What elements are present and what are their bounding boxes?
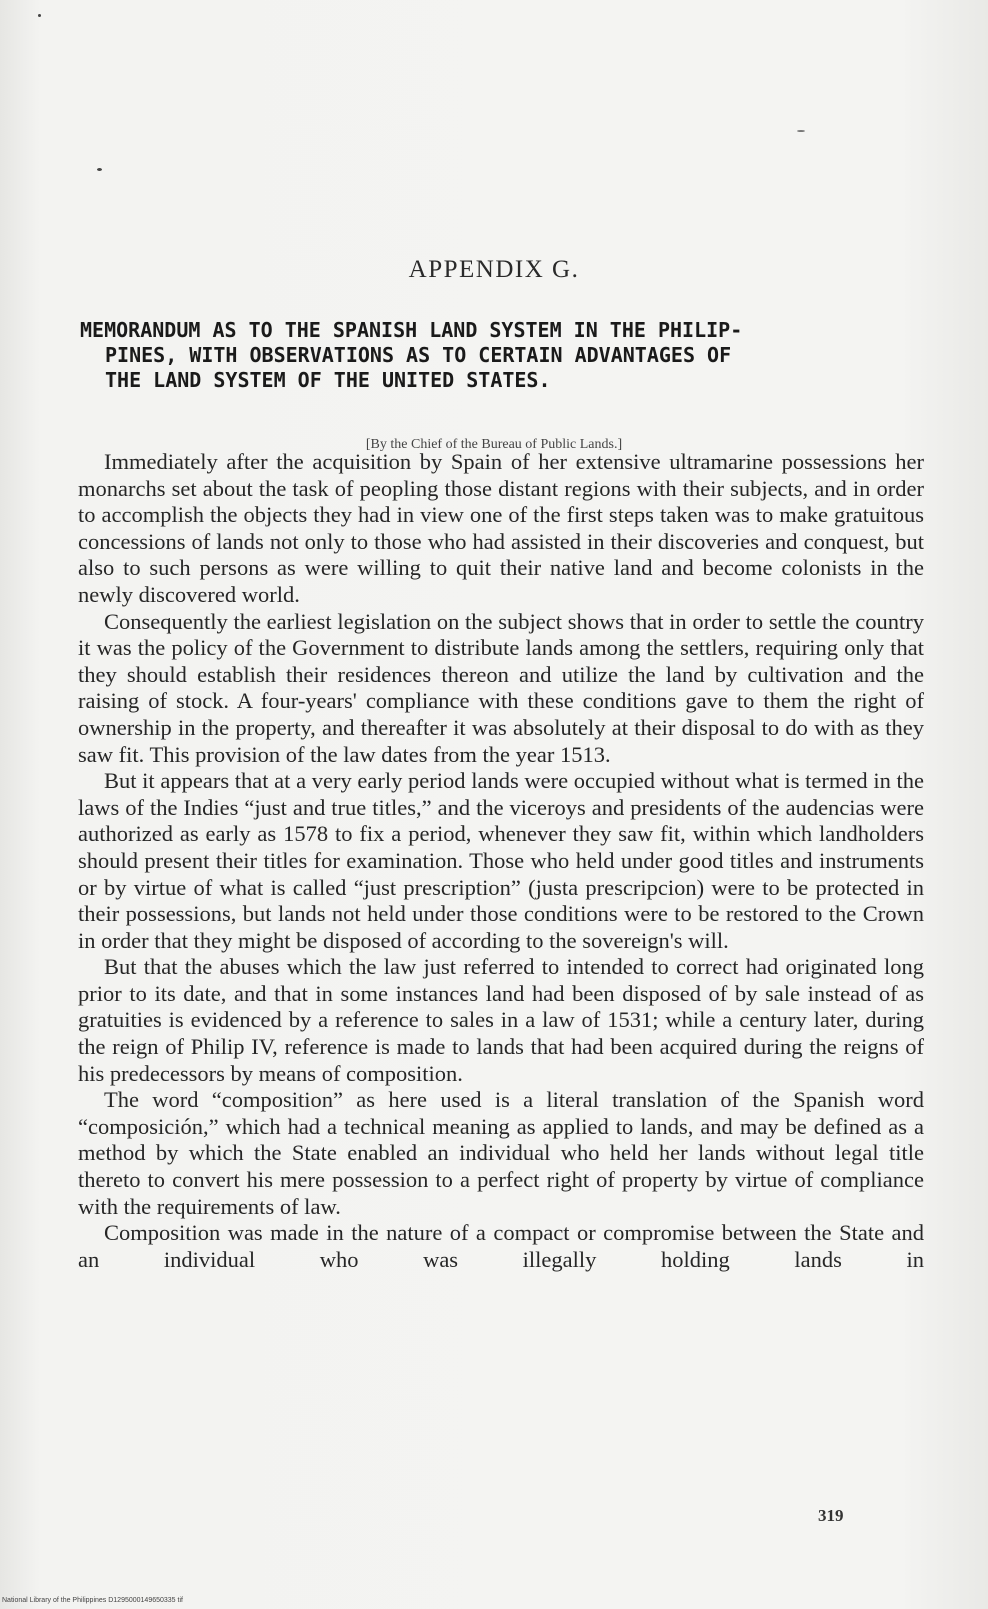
scan-credit: National Library of the Philippines D1295000149650335 tif — [2, 1597, 183, 1604]
paragraph: But that the abuses which the law just referred to intended to correct had originated long prior to its date, and that in some instances land had been disposed of by sale instead of as gratuities is evidenced by a reference to sales in a law of 1531; while a century later, during the reign of Philip IV, reference is made to lands that had been acquired during the reigns of his predecessors by means of composition. — [78, 954, 924, 1086]
paragraph: Immediately after the acquisition by Spain of her extensive ultramarine possessions her monarchs set about the task of peopling those distant regions with their subjects, and in order to accomplish the objects they had in view one of the first steps taken was to make gratuitous concessions of lands not only to those who had assisted in their discoveries and conquest, but also to such persons as were willing to quit their native land and become colonists in the newly discovered world. — [78, 449, 924, 607]
body-text — [78, 449, 924, 1273]
paragraph: Composition was made in the nature of a compact or compromise between the State and an individual who was illegally holding lands in — [78, 1220, 924, 1272]
heading-line: PINES, WITH OBSERVATIONS AS TO CERTAIN ADVANTAGES OF — [105, 343, 732, 367]
print-speck — [797, 130, 805, 132]
paragraph: The word “composition” as here used is a literal translation of the Spanish word “composición,” which had a technical meaning as applied to lands, and may be defined as a method by which the State enabled an individual who held her lands without legal title thereto to convert his mere possession to a perfect right of property by virtue of compliance with the requirements of law. — [78, 1087, 924, 1219]
byline: [By the Chief of the Bureau of Public Lands.] — [365, 437, 623, 452]
heading-line: MEMORANDUM AS TO THE SPANISH LAND SYSTEM IN THE PHILIP- — [80, 318, 743, 342]
appendix-title: APPENDIX G. — [408, 256, 580, 283]
memorandum-heading — [80, 318, 930, 393]
paragraph: Consequently the earliest legislation on the subject shows that in order to settle the country it was the policy of the Government to distribute lands among the settlers, requiring only that they should establish their residences thereon and utilize the land by cultivation and the raising of stock. A four-years' compliance with these conditions gave to them the right of ownership in the property, and thereafter it was absolutely at their disposal to do with as they saw fit. This provision of the law dates from the year 1513. — [78, 608, 924, 767]
heading-line: THE LAND SYSTEM OF THE UNITED STATES. — [105, 368, 551, 392]
paragraph: But it appears that at a very early period lands were occupied without what is termed in the laws of the Indies “just and true titles,” and the viceroys and presidents of the audencias were authorized as early as 1578 to fix a period, whenever they saw fit, within which landholders should present their titles for examination. Those who held under good titles and instruments or by virtue of what is called “just prescription” (justa prescripcion) were to be protected in their possessions, but lands not held under those conditions were to be restored to the Crown in order that they might be disposed of according to the sovereign's will. — [78, 768, 924, 953]
print-speck — [97, 168, 102, 171]
print-speck — [38, 14, 41, 17]
page-number: 319 — [818, 1506, 844, 1525]
